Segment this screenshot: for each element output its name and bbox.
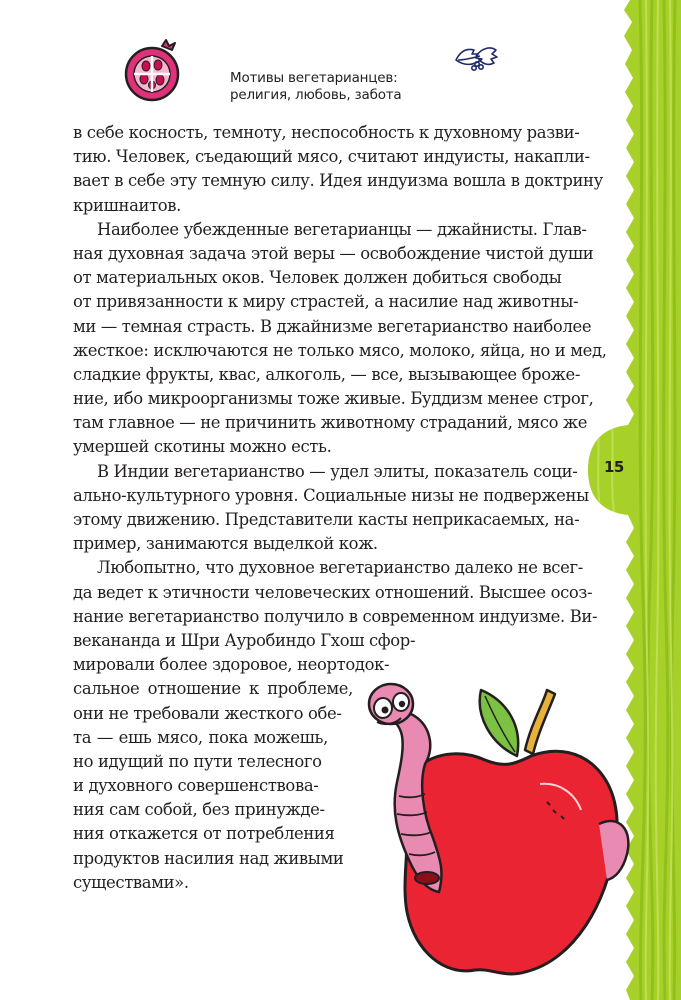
- text-line: да ведет к этичности человеческих отношений. Высшее осоз-: [73, 582, 593, 602]
- text-line: они не требовали жесткого обе-: [73, 703, 342, 723]
- text-line: сальное отношение к проблеме,: [73, 679, 353, 699]
- text-line: ально-культурного уровня. Социальные низы не подвержены: [73, 485, 589, 505]
- text-line: этому движению. Представители касты неприкасаемых, на-: [73, 510, 580, 529]
- pomegranate-icon: [120, 38, 186, 104]
- apple-worm-icon: [335, 664, 635, 982]
- text-line: кришнаитов.: [73, 195, 182, 215]
- text-line: Наиболее убежденные вегетарианцы — джайнисты. Глав-: [97, 219, 587, 239]
- text-line: существами».: [73, 872, 189, 892]
- text-line: жесткое: исключаются не только мясо, молоко, яйца, но и мед,: [73, 340, 607, 360]
- text-line: пример, занимаются выделкой кож.: [73, 534, 378, 554]
- text-line: ние, ибо микроорганизмы тоже живые. Буддизм менее строг,: [73, 389, 594, 409]
- text-line: В Индии вегетарианство — удел элиты, показатель соци-: [97, 461, 578, 481]
- text-line: там главное — не причинить животному страданий, мясо же: [73, 413, 588, 433]
- text-line: векананда и Шри Ауробиндо Гхош сфор-: [73, 630, 416, 650]
- text-line: от привязанности к миру страстей, а насилие над животны-: [73, 292, 579, 312]
- text-line: ми — темная страсть. В джайнизме вегетарианство наиболее: [73, 316, 592, 336]
- text-line: но идущий по пути телесного: [73, 751, 322, 771]
- holly-leaf-icon: [452, 42, 500, 76]
- text-line: и духовного совершенствова-: [73, 776, 319, 796]
- text-line: вает в себе эту темную силу. Идея индуизма вошла в доктрину: [73, 171, 603, 191]
- text-line: мировали более здоровое, неортодок-: [73, 655, 390, 675]
- text-line: от материальных оков. Человек должен добиться свободы: [73, 268, 562, 288]
- text-line: нание вегетарианство получило в современном индуизме. Ви-: [73, 606, 598, 626]
- page-number: 15: [604, 458, 624, 476]
- text-line: та — ешь мясо, пока можешь,: [73, 727, 328, 747]
- running-head-line-2: религия, любовь, забота: [230, 87, 402, 103]
- text-line: тию. Человек, съедающий мясо, считают индуисты, накапли-: [73, 147, 590, 167]
- text-line: Любопытно, что духовное вегетарианство далеко не всег-: [97, 558, 583, 578]
- running-head: [230, 70, 402, 104]
- text-line: умершей скотины можно есть.: [73, 437, 332, 457]
- text-line: продуктов насилия над живыми: [73, 848, 344, 868]
- text-line: ния сам собой, без принужде-: [73, 800, 325, 820]
- text-line: сладкие фрукты, квас, алкоголь, — все, вызывающее броже-: [73, 364, 581, 384]
- text-line: ная духовная задача этой веры — освобождение чистой души: [73, 243, 594, 263]
- text-line: ния откажется от потребления: [73, 824, 335, 844]
- running-head-line-1: Мотивы вегетарианцев:: [230, 70, 398, 86]
- text-line: в себе косность, темноту, неспособность к духовному разви-: [73, 123, 580, 142]
